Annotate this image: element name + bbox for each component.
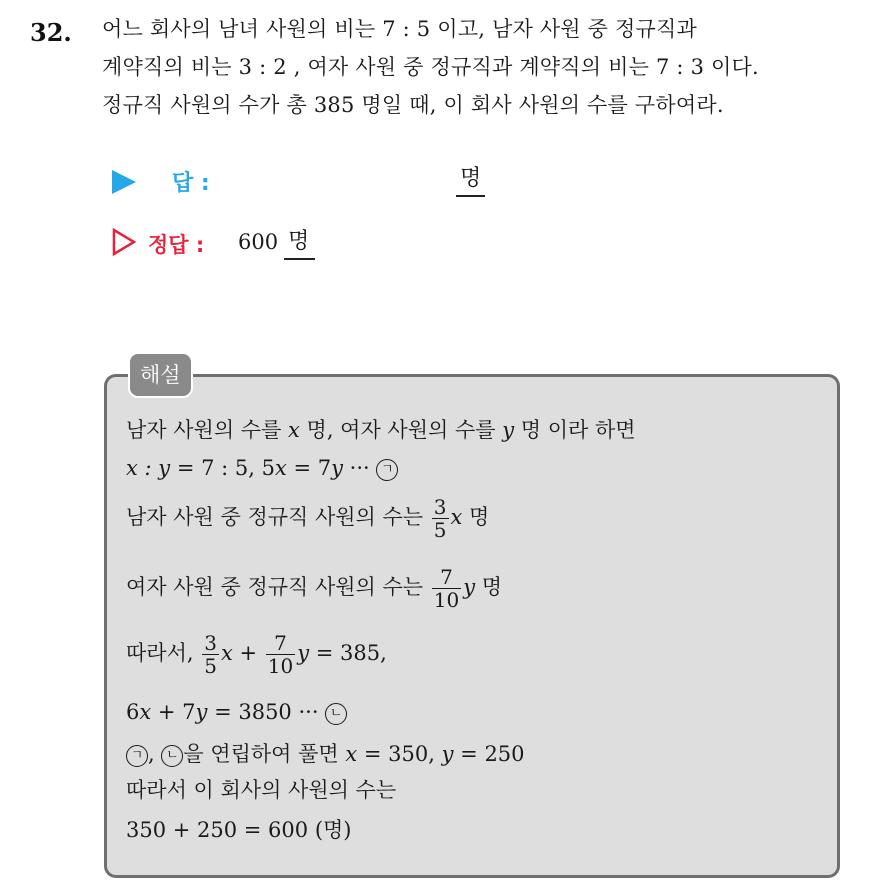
var-y: y — [502, 418, 515, 442]
solution-line: 따라서 이 회사의 사원의 수는 — [126, 778, 397, 802]
correct-answer-row — [112, 226, 532, 266]
var-y: y — [441, 742, 454, 766]
text: 명 이라 하면 — [514, 418, 636, 442]
denominator: 5 — [204, 654, 217, 678]
correct-answer-label: 정답 : — [148, 233, 205, 257]
numerator: 3 — [204, 631, 217, 655]
solution-line — [126, 496, 489, 541]
circled-nieun: ㄴ — [325, 703, 347, 725]
question-line: 어느 회사의 남녀 사원의 비는 7 : 5 이고, 남자 사원 중 정규직과 — [102, 17, 697, 41]
var-y: y — [331, 456, 343, 480]
var-x: x — [139, 700, 152, 724]
correct-answer-unit: 명 — [284, 228, 315, 260]
answer-unit: 명 — [460, 166, 482, 191]
question-number: 32. — [30, 18, 72, 47]
fraction — [432, 496, 449, 541]
denominator: 10 — [267, 654, 294, 678]
text: 여자 사원 중 정규직 사원의 수는 — [126, 575, 430, 599]
var-x: x — [288, 418, 300, 442]
var-x: x — [220, 641, 233, 665]
text: 남자 사원 중 정규직 사원의 수는 — [126, 505, 430, 529]
solution-line — [126, 738, 525, 768]
play-arrow-icon — [112, 170, 136, 194]
solution-line — [126, 456, 398, 481]
numerator: 7 — [440, 565, 453, 589]
correct-answer-value: 600 — [238, 230, 279, 254]
circled-nieun: ㄴ — [161, 745, 183, 767]
ratio-expr: x : y — [126, 456, 171, 480]
question-line: 정규직 사원의 수가 총 385 명일 때, 이 회사 사원의 수를 구하여라. — [102, 93, 724, 117]
text: ··· — [342, 456, 377, 480]
text: = 385, — [309, 641, 387, 665]
var-y: y — [195, 700, 208, 724]
text: = 7 — [286, 456, 332, 480]
var-y: y — [297, 641, 310, 665]
var-x: x — [345, 742, 358, 766]
var-x: x — [450, 505, 463, 529]
question-line: 계약직의 비는 3 : 2 , 여자 사원 중 정규직과 계약직의 비는 7 : 3 이다. — [102, 55, 759, 79]
denominator: 5 — [433, 518, 447, 542]
text: 명 — [475, 575, 503, 599]
text: 따라서, — [126, 641, 201, 665]
fraction — [266, 632, 295, 677]
text: = 350, — [357, 742, 442, 766]
text: + 7 — [151, 700, 196, 724]
solution-tab: 해설 — [128, 352, 193, 398]
text: 6 — [126, 700, 140, 724]
solution-line — [126, 632, 387, 677]
numerator: 3 — [433, 495, 447, 519]
solution-line: 350 + 250 = 600 (명) — [126, 818, 352, 842]
circled-giyeok: ㄱ — [126, 745, 148, 767]
text: = 250 — [453, 742, 525, 766]
numerator: 7 — [274, 631, 287, 655]
text: 명, 여자 사원의 수를 — [299, 418, 503, 442]
var-y: y — [463, 575, 476, 599]
fraction — [202, 632, 219, 677]
answer-row — [112, 164, 532, 200]
answer-input-blank[interactable] — [456, 165, 485, 197]
denominator: 10 — [433, 588, 460, 612]
text: 남자 사원의 수를 — [126, 418, 289, 442]
fraction — [432, 566, 461, 611]
text: + — [232, 641, 264, 665]
solution-line — [126, 414, 636, 444]
text: , — [148, 742, 162, 766]
solution-line — [126, 566, 502, 611]
text: 을 연립하여 풀면 — [183, 742, 346, 766]
answer-label: 답 : — [172, 171, 210, 196]
text: 명 — [462, 505, 490, 529]
var-x: x — [274, 456, 287, 480]
text: = 3850 ··· — [207, 700, 326, 724]
outline-arrow-icon — [112, 228, 136, 256]
question-text — [102, 10, 872, 124]
circled-giyeok: ㄱ — [376, 459, 398, 481]
text: = 7 : 5, 5 — [170, 456, 275, 480]
solution-line — [126, 700, 347, 725]
